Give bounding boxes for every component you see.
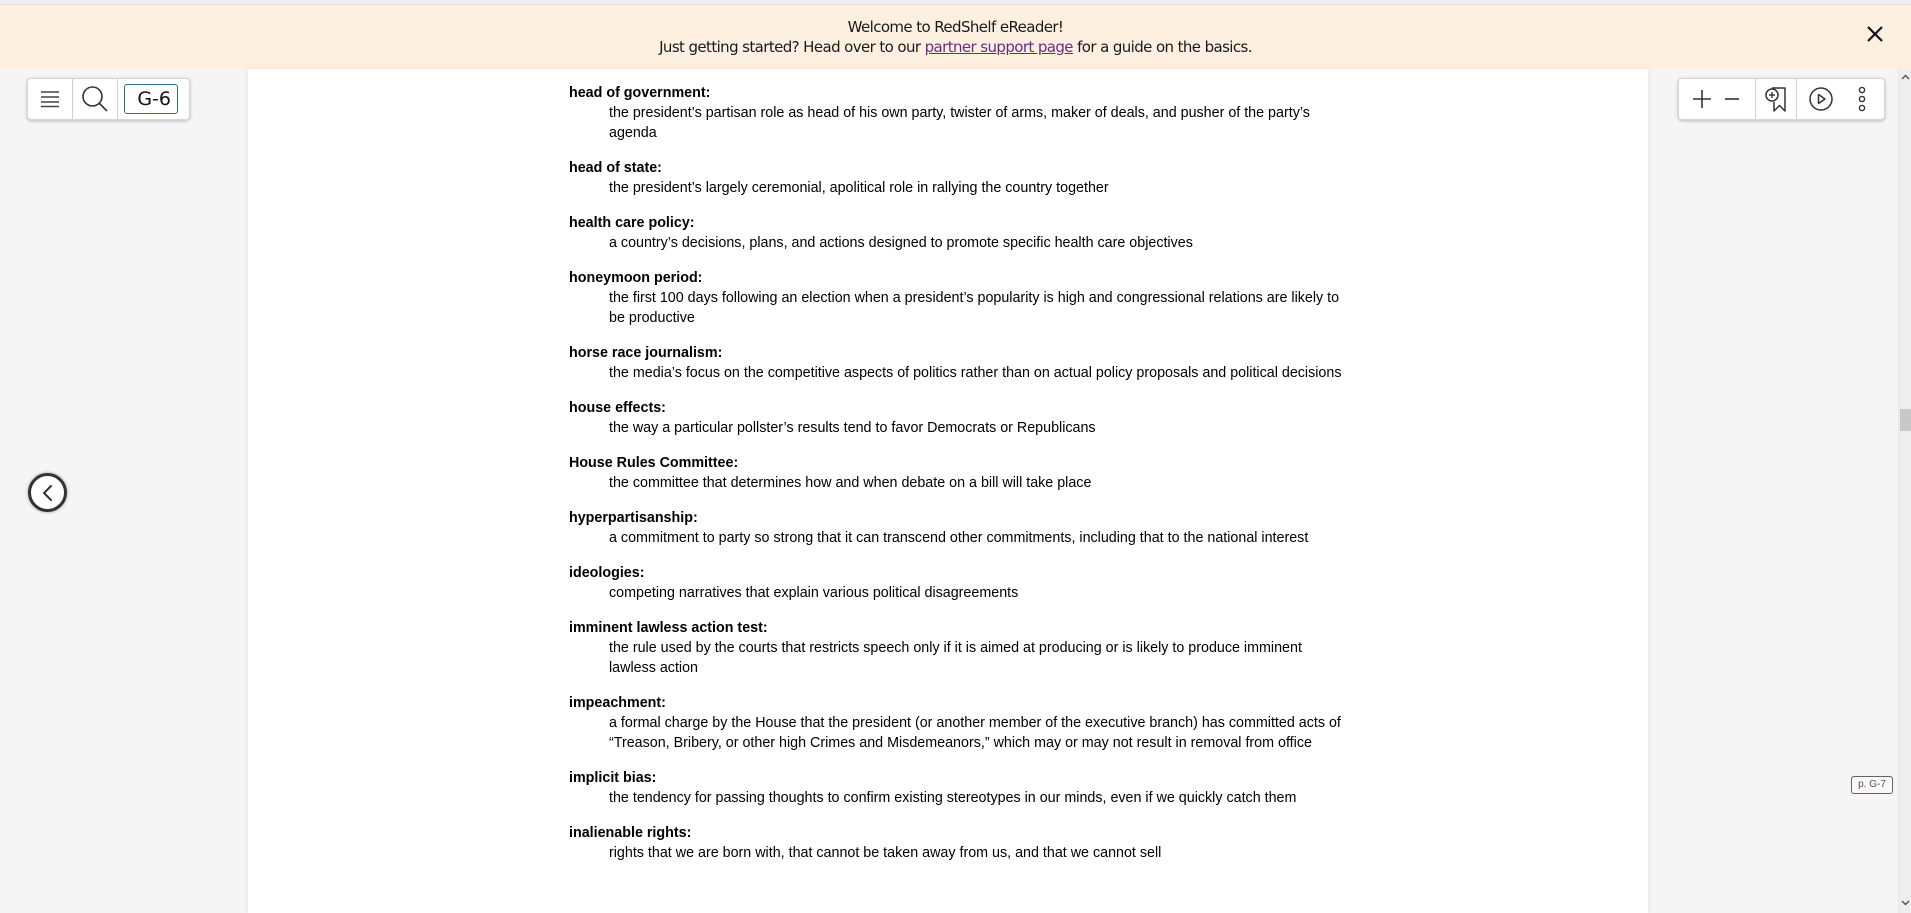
glossary-entry [569, 563, 1349, 603]
glossary-entry [569, 508, 1349, 548]
scrollbar-thumb[interactable] [1900, 409, 1911, 431]
glossary-term: inalienable rights: [569, 825, 692, 841]
scroll-up-arrow[interactable] [1899, 71, 1911, 85]
zoom-out-button[interactable] [1717, 79, 1747, 119]
add-bookmark-icon [1764, 85, 1788, 113]
partner-support-link[interactable]: partner support page [924, 38, 1073, 56]
hamburger-menu-icon [39, 90, 61, 108]
vertical-ellipsis-icon [1857, 86, 1867, 112]
glossary-definition: a country’s decisions, plans, and actions designed to promote specific health care objectives [609, 235, 1193, 251]
glossary-term: House Rules Committee: [569, 455, 739, 471]
play-circle-icon [1808, 86, 1834, 112]
glossary-entry [569, 823, 1349, 863]
glossary-list [569, 83, 1349, 878]
read-aloud-button[interactable] [1797, 79, 1845, 119]
glossary-definition: the first 100 days following an election when a president’s popularity is high and congressional relations are likely to be productive [609, 290, 1340, 326]
glossary-term: honeymoon period: [569, 270, 703, 286]
glossary-entry [569, 453, 1349, 493]
more-options-button[interactable] [1845, 79, 1879, 119]
glossary-definition: the media’s focus on the competitive aspects of politics rather than on actual policy proposals and political decisions [609, 365, 1342, 381]
glossary-definition: rights that we are born with, that cannot be taken away from us, and that we cannot sell [609, 845, 1162, 861]
glossary-entry [569, 693, 1349, 753]
right-toolbar [1678, 78, 1885, 120]
glossary-definition: the tendency for passing thoughts to confirm existing stereotypes in our minds, even if we quickly catch them [609, 790, 1297, 806]
glossary-entry [569, 268, 1349, 328]
glossary-definition: the rule used by the courts that restricts speech only if it is aimed at producing or is likely to produce imminent lawless action [609, 640, 1302, 676]
glossary-definition: competing narratives that explain various political disagreements [609, 585, 1019, 601]
glossary-term: impeachment: [569, 695, 666, 711]
add-bookmark-button[interactable] [1756, 79, 1796, 119]
minus-icon [1723, 90, 1741, 108]
chevron-up-icon [1901, 74, 1910, 80]
search-icon [80, 84, 110, 114]
glossary-definition: a formal charge by the House that the president (or another member of the executive branch) has committed acts of “Treason, Bribery, or other high Crimes and Misdemeanors,” which may or may not result in removal from office [609, 715, 1341, 751]
glossary-definition: the committee that determines how and when debate on a bill will take place [609, 475, 1092, 491]
glossary-term: head of government: [569, 85, 711, 101]
banner-title: Welcome to RedShelf eReader! [847, 18, 1064, 36]
glossary-entry [569, 83, 1349, 143]
close-icon [1863, 22, 1887, 46]
toolbar-divider [117, 79, 118, 119]
glossary-definition: the way a particular pollster’s results tend to favor Democrats or Republicans [609, 420, 1096, 436]
page-marker: p. G-7 [1851, 776, 1893, 794]
welcome-banner [0, 5, 1911, 69]
page-number-input[interactable]: G-6 [124, 84, 178, 114]
glossary-entry [569, 213, 1349, 253]
vertical-scrollbar[interactable] [1898, 69, 1911, 913]
glossary-entry [569, 398, 1349, 438]
previous-page-button[interactable] [28, 473, 67, 512]
banner-message [0, 38, 1911, 56]
glossary-term: house effects: [569, 400, 666, 416]
glossary-term: hyperpartisanship: [569, 510, 698, 526]
table-of-contents-button[interactable] [28, 79, 72, 119]
plus-icon [1691, 88, 1713, 110]
banner-close-button[interactable] [1863, 22, 1887, 46]
scroll-down-arrow[interactable] [1899, 897, 1911, 911]
glossary-term: health care policy: [569, 215, 695, 231]
glossary-term: ideologies: [569, 565, 645, 581]
glossary-term: horse race journalism: [569, 345, 723, 361]
glossary-entry [569, 618, 1349, 678]
glossary-definition: a commitment to party so strong that it can transcend other commitments, including that to the national interest [609, 530, 1309, 546]
zoom-in-button[interactable] [1687, 79, 1717, 119]
chevron-left-circle-icon [40, 484, 56, 502]
glossary-definition: the president’s largely ceremonial, apolitical role in rallying the country together [609, 180, 1109, 196]
left-toolbar [27, 78, 190, 120]
glossary-term: implicit bias: [569, 770, 657, 786]
glossary-entry [569, 158, 1349, 198]
glossary-entry [569, 343, 1349, 383]
banner-message-before: Just getting started? Head over to our [659, 38, 925, 56]
glossary-entry [569, 768, 1349, 808]
glossary-term: head of state: [569, 160, 662, 176]
search-button[interactable] [73, 79, 117, 119]
glossary-term: imminent lawless action test: [569, 620, 768, 636]
glossary-definition: the president’s partisan role as head of his own party, twister of arms, maker of deals, and pusher of the party’s agenda [609, 105, 1310, 141]
banner-message-after: for a guide on the basics. [1072, 38, 1252, 56]
chevron-down-icon [1901, 900, 1910, 906]
